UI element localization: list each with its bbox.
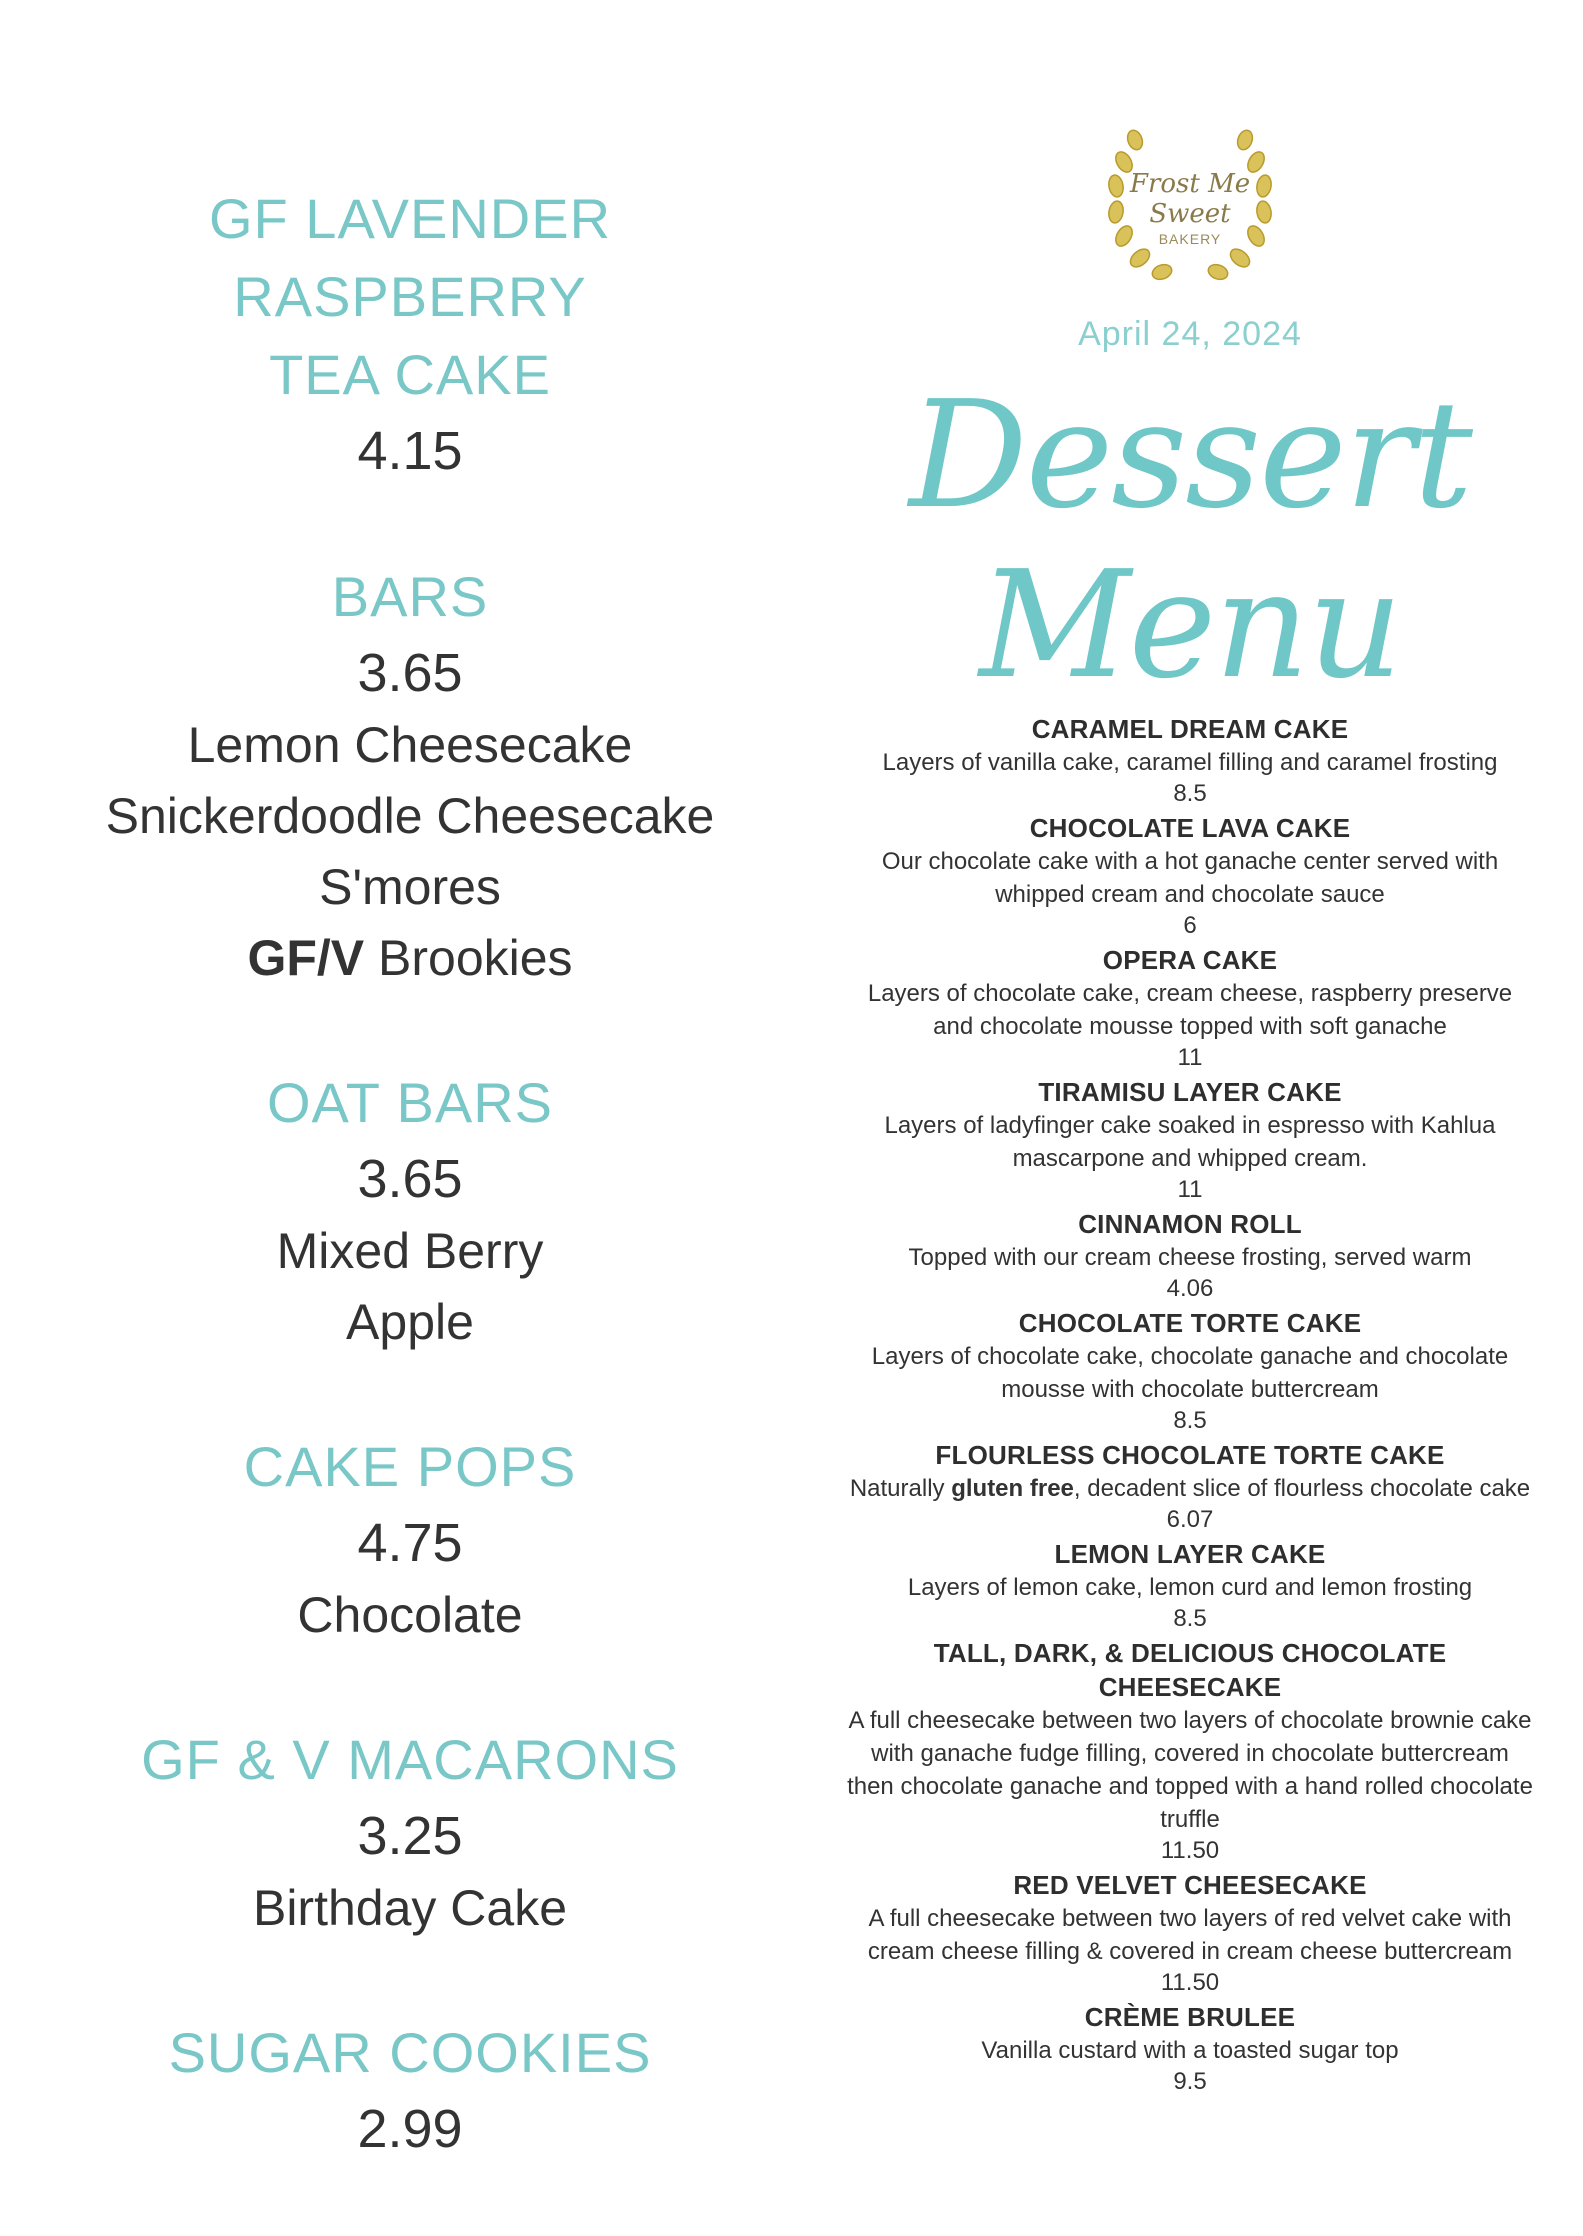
list-item <box>840 1306 1540 1436</box>
list-item <box>840 1075 1540 1205</box>
section-bars <box>40 558 780 994</box>
item-description: Layers of lemon cake, lemon curd and lemon frosting <box>907 1574 1473 1601</box>
list-item <box>840 1207 1540 1304</box>
item-price: 11 <box>1177 1176 1203 1203</box>
item-price: 8.5 <box>1173 780 1207 807</box>
item-name: LEMON LAYER CAKE <box>1054 1539 1326 1569</box>
item-description: Layers of chocolate cake, chocolate ganache and chocolate mousse with chocolate buttercream <box>871 1343 1509 1403</box>
section-price: 3.65 <box>357 643 463 703</box>
list-item <box>840 1868 1540 1998</box>
logo-line1: Frost Me <box>1129 169 1251 199</box>
list-item <box>840 1537 1540 1634</box>
item-price: 9.5 <box>1173 2068 1207 2095</box>
item-name: FLOURLESS CHOCOLATE TORTE CAKE <box>935 1440 1445 1470</box>
bakery-logo <box>1080 120 1300 290</box>
section-title: OAT BARS <box>266 1071 553 1134</box>
right-column <box>840 120 1540 2099</box>
item-description: Our chocolate cake with a hot ganache center served with whipped cream and chocolate sauce <box>881 848 1499 908</box>
list-item: Chocolate <box>297 1587 523 1643</box>
menu-date: April 24, 2024 <box>1078 315 1302 353</box>
list-item <box>840 943 1540 1073</box>
logo-line3: BAKERY <box>1158 231 1222 247</box>
list-item <box>840 2000 1540 2097</box>
item-name: CRÈME BRULEE <box>1084 2002 1296 2032</box>
list-item-brookies <box>40 923 780 994</box>
section-title: BARS <box>331 565 489 628</box>
item-price: 6.07 <box>1166 1506 1214 1533</box>
laurel-wreath-icon <box>1080 120 1300 290</box>
dessert-list <box>840 712 1540 2097</box>
item-name: OPERA CAKE <box>1102 945 1278 975</box>
section-price: 4.75 <box>357 1513 463 1573</box>
item-name: CHOCOLATE TORTE CAKE <box>1018 1308 1362 1338</box>
list-item <box>840 811 1540 941</box>
list-item: S'mores <box>319 859 501 915</box>
list-item: Apple <box>346 1294 474 1350</box>
item-description: Layers of vanilla cake, caramel filling and caramel frosting <box>882 749 1498 776</box>
item-name: CHOCOLATE LAVA CAKE <box>1029 813 1351 843</box>
item-price: 8.5 <box>1173 1605 1207 1632</box>
item-price: 11 <box>1177 1044 1203 1071</box>
section-price: 4.15 <box>357 421 463 481</box>
section-tea-cake <box>40 180 780 488</box>
gluten-free-label: gluten free <box>951 1475 1074 1502</box>
section-oat-bars <box>40 1064 780 1358</box>
section-title: GF & V MACARONS <box>141 1728 679 1791</box>
section-price: 3.65 <box>357 1149 463 1209</box>
list-item: Birthday Cake <box>252 1880 568 1936</box>
item-name: CINNAMON ROLL <box>1078 1209 1302 1239</box>
item-description: A full cheesecake between two layers of red velvet cake with cream cheese filling & covered in cream cheese buttercream <box>867 1905 1513 1965</box>
desc-post: , decadent slice of flourless chocolate cake <box>1073 1475 1531 1502</box>
list-item <box>840 1636 1540 1866</box>
item-price: 8.5 <box>1173 1407 1207 1434</box>
left-column <box>40 180 780 2236</box>
section-sugar-cookies <box>40 2014 780 2166</box>
page-title: Dessert Menu <box>909 369 1471 711</box>
item-price: 11.50 <box>1160 1969 1220 1996</box>
item-price: 6 <box>1183 912 1197 939</box>
item-description: Topped with our cream cheese frosting, served warm <box>908 1244 1472 1271</box>
item-name: RED VELVET CHEESECAKE <box>1013 1870 1367 1900</box>
list-item: Snickerdoodle Cheesecake <box>105 788 715 844</box>
item-description: A full cheesecake between two layers of chocolate brownie cake with ganache fudge filling, covered in chocolate buttercream then chocolate ganache and topped with a hand rolled chocolate truffle <box>847 1707 1533 1833</box>
item-price: 4.06 <box>1166 1275 1214 1302</box>
brookies-label: Brookies <box>364 930 573 986</box>
desc-pre: Naturally <box>849 1475 952 1502</box>
item-name: CARAMEL DREAM CAKE <box>1031 714 1349 744</box>
item-price: 11.50 <box>1160 1837 1220 1864</box>
section-title: SUGAR COOKIES <box>168 2021 652 2084</box>
item-name: TALL, DARK, & DELICIOUS CHOCOLATE CHEESECAKE <box>933 1638 1447 1702</box>
section-title: GF LAVENDER RASPBERRY <box>208 187 612 328</box>
section-macarons <box>40 1721 780 1944</box>
item-description <box>840 1472 1540 1505</box>
item-description: Layers of chocolate cake, cream cheese, raspberry preserve and chocolate mousse topped with soft ganache <box>867 980 1513 1040</box>
section-title: CAKE POPS <box>243 1435 577 1498</box>
section-cake-pops <box>40 1428 780 1651</box>
item-description: Layers of ladyfinger cake soaked in espresso with Kahlua mascarpone and whipped cream. <box>884 1112 1496 1172</box>
list-item: Lemon Cheesecake <box>187 717 633 773</box>
list-item: Mixed Berry <box>276 1223 544 1279</box>
item-name: TIRAMISU LAYER CAKE <box>1038 1077 1342 1107</box>
section-price: 2.99 <box>357 2099 463 2159</box>
logo-line2: Sweet <box>1149 199 1231 229</box>
item-description: Vanilla custard with a toasted sugar top <box>981 2037 1399 2064</box>
section-title-line2: TEA CAKE <box>269 343 551 406</box>
gf-v-label: GF/V <box>247 930 365 986</box>
list-item <box>840 1438 1540 1535</box>
list-item <box>840 712 1540 809</box>
section-price: 3.25 <box>357 1806 463 1866</box>
